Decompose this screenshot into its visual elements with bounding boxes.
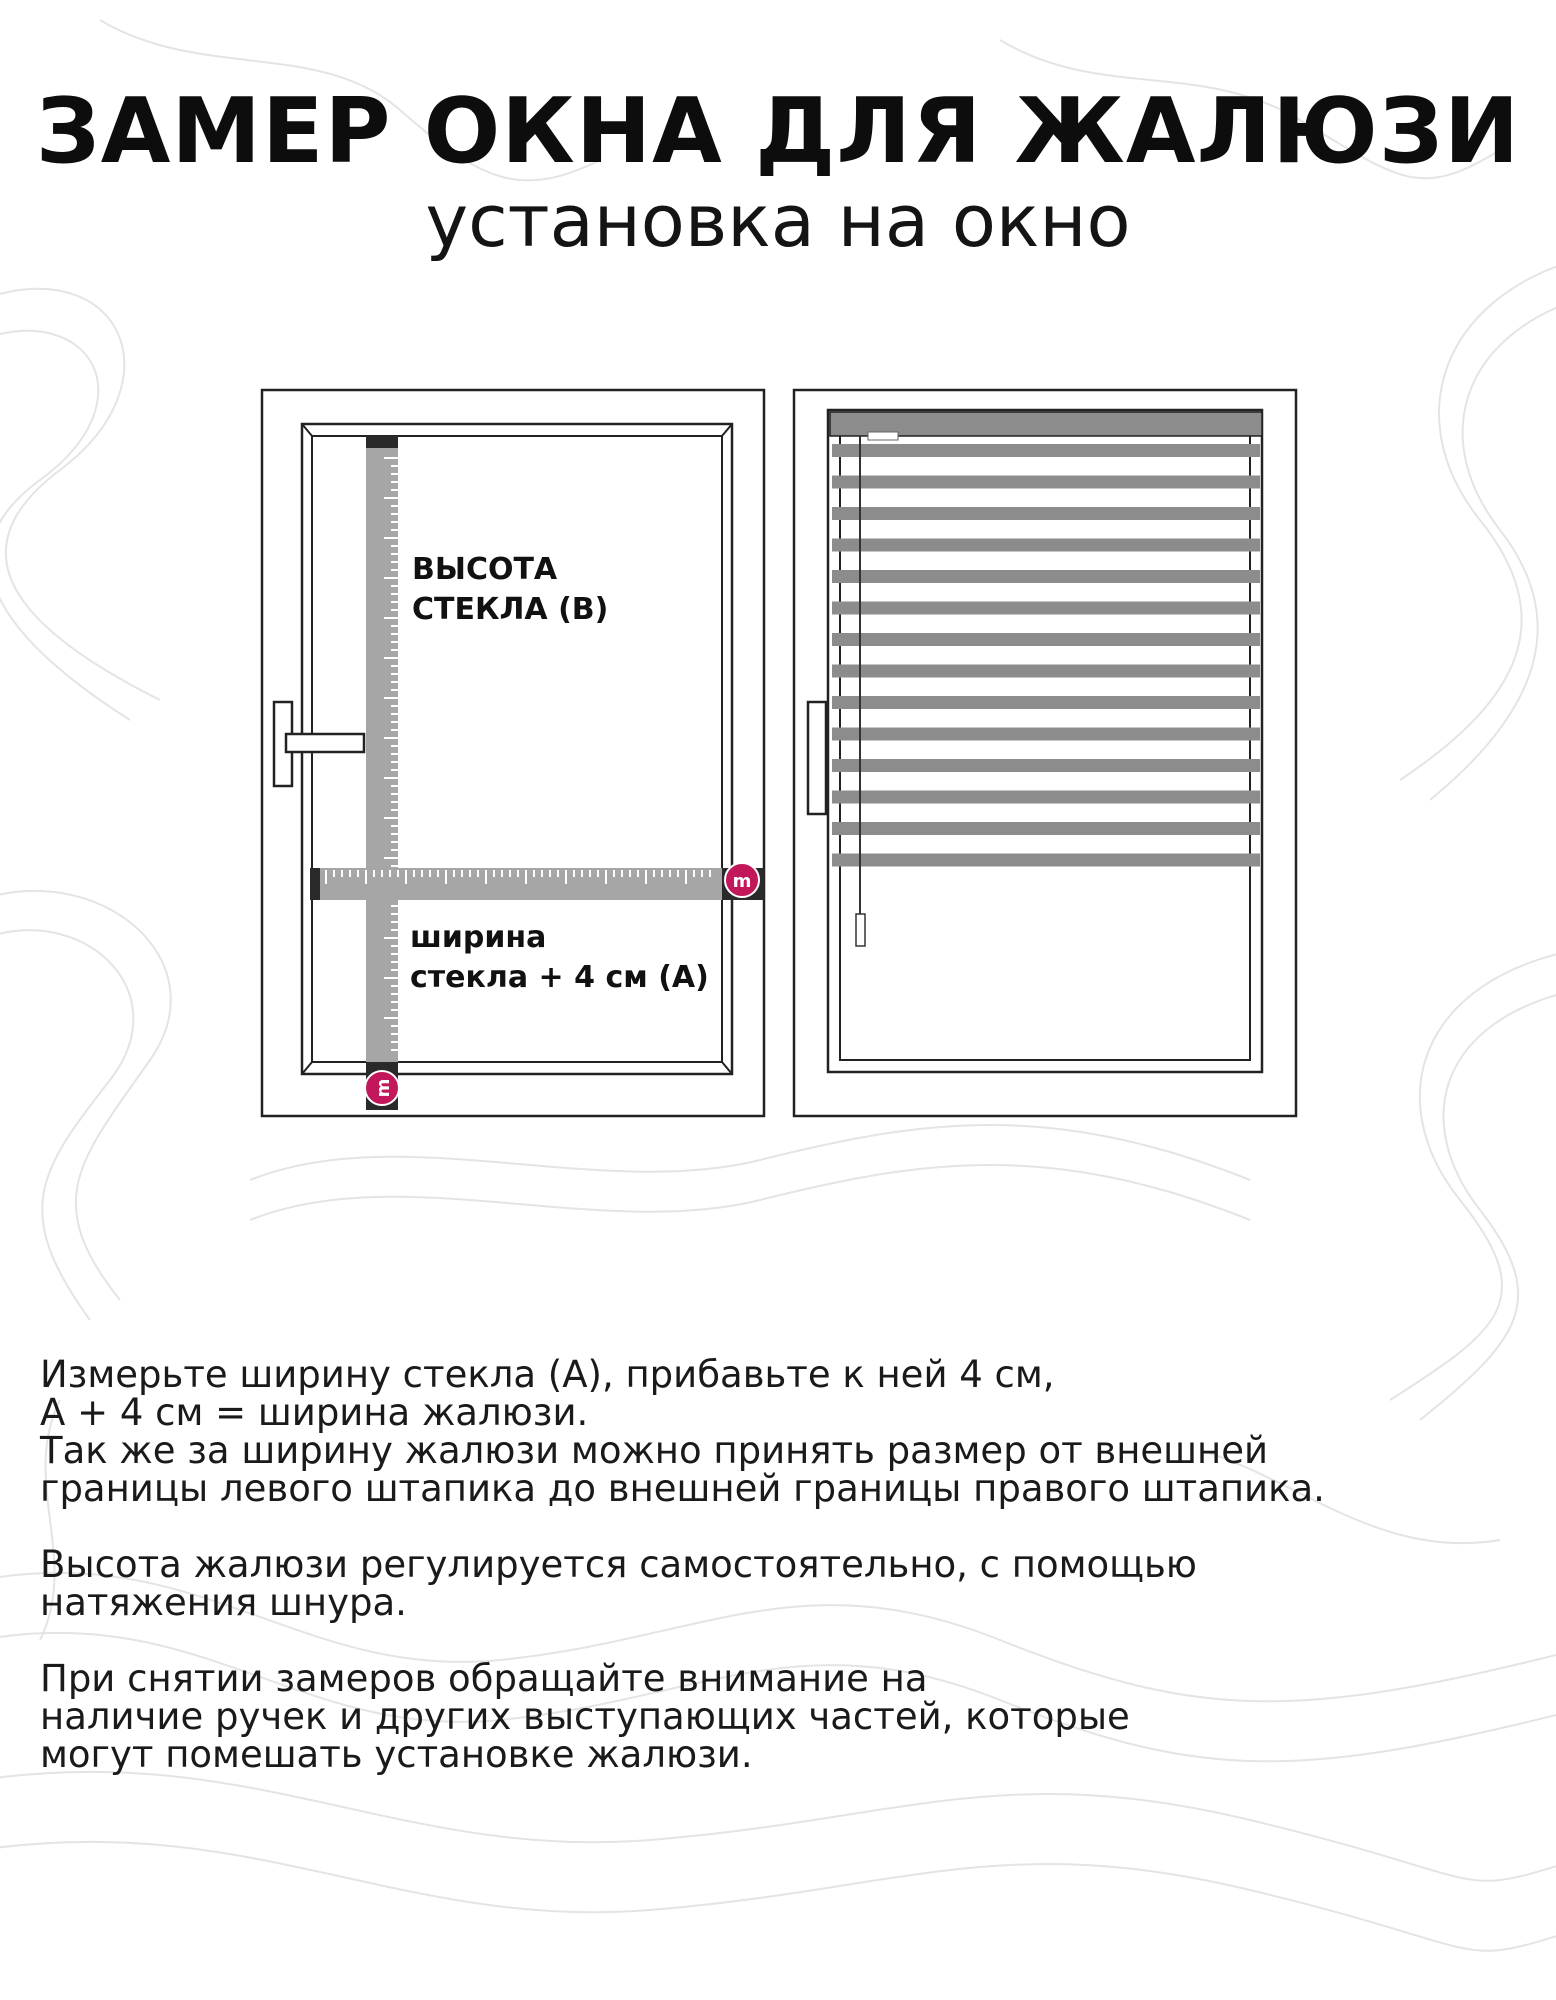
- page-subtitle: установка на окно: [425, 179, 1131, 263]
- blind-slat: [832, 570, 1260, 583]
- instructions: [40, 1353, 1530, 1812]
- instruction-paragraph-handles: При снятии замеров обращайте внимание на наличие ручек и других выступающих частей, которые могут помешать установке жалюзи.: [40, 1657, 1130, 1776]
- glass-height-label: ВЫСОТА СТЕКЛА (В): [412, 552, 609, 627]
- blind-slat: [832, 444, 1260, 457]
- right-window: [794, 390, 1296, 1116]
- blind-slat: [832, 633, 1260, 646]
- blind-slat: [832, 696, 1260, 709]
- blind-slat: [832, 854, 1260, 867]
- blind-slat: [832, 507, 1260, 520]
- page-title: ЗАМЕР ОКНА ДЛЯ ЖАЛЮЗИ: [35, 79, 1521, 184]
- glass-width-label: ширина стекла + 4 см (А): [410, 920, 709, 995]
- blind-slat: [832, 602, 1260, 615]
- horizontal-tape-measure: [310, 868, 764, 900]
- tape-badge-icon: [365, 1071, 399, 1105]
- measurement-diagram: [256, 384, 1300, 1120]
- instruction-paragraph-height: Высота жалюзи регулируется самостоятельно, с помощью натяжения шнура.: [40, 1543, 1197, 1624]
- blind-slat: [832, 822, 1260, 835]
- blind-headrail: [830, 412, 1262, 440]
- blind-slat: [832, 539, 1260, 552]
- blind-slat: [832, 476, 1260, 489]
- tape-badge-icon: [725, 863, 759, 897]
- instruction-paragraph-width: Измерьте ширину стекла (А), прибавьте к ней 4 см, А + 4 см = ширина жалюзи. Так же за ширину жалюзи можно принять размер от внешней границы левого штапика до внешней границы правого штапика.: [40, 1353, 1325, 1510]
- vertical-tape-measure: [366, 436, 398, 1110]
- blind-slat: [832, 665, 1260, 678]
- svg-text:m: m: [732, 871, 752, 892]
- right-window-handle-icon: [808, 702, 826, 814]
- svg-text:m: m: [373, 1078, 394, 1098]
- blind-slat: [832, 759, 1260, 772]
- blind-slat: [832, 791, 1260, 804]
- blind-slat: [832, 728, 1260, 741]
- left-window: [262, 390, 764, 1116]
